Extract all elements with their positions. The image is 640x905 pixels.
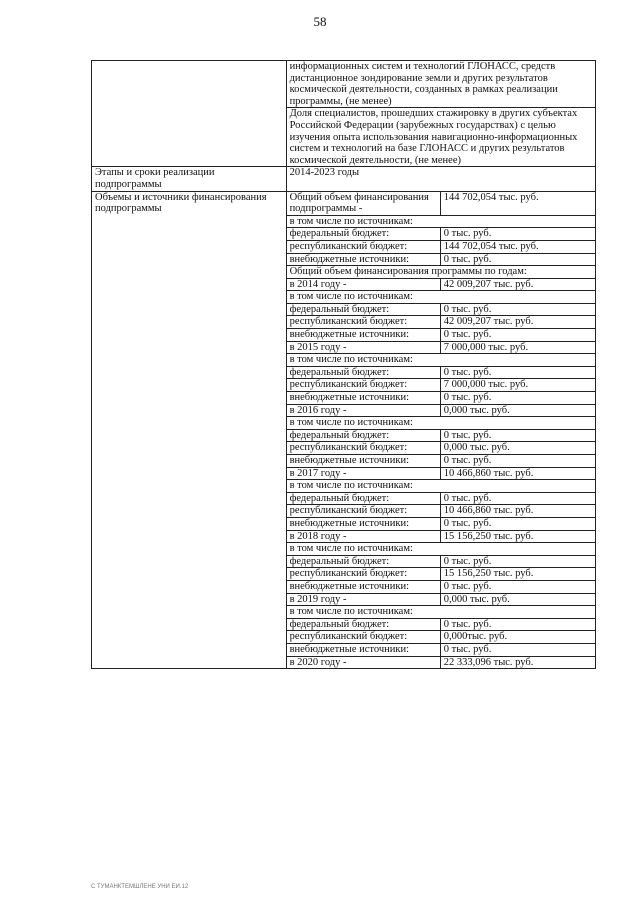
year-value: 7 000,000 тыс. руб. [440,341,595,354]
year-value: 10 466,860 тыс. руб. [440,467,595,480]
source-value: 15 156,250 тыс. руб. [440,568,595,581]
source-value: 7 000,000 тыс. руб. [440,379,595,392]
source-label: федеральный бюджет: [286,228,440,241]
stages-label: Этапы и сроки реализации подпрограммы [92,167,287,191]
sources-header: в том числе по источникам: [286,215,595,228]
funding-total-label: Общий объем финансирования подпрограммы - [286,191,440,215]
source-label: федеральный бюджет: [286,555,440,568]
source-value: 0 тыс. руб. [440,643,595,656]
source-label: внебюджетные источники: [286,580,440,593]
year-value: 0,000 тыс. руб. [440,593,595,606]
source-value: 144 702,054 тыс. руб. [440,240,595,253]
year-value: 0,000 тыс. руб. [440,404,595,417]
source-label: республиканский бюджет: [286,240,440,253]
source-label: федеральный бюджет: [286,366,440,379]
year-label: в 2019 году - [286,593,440,606]
source-label: внебюджетные источники: [286,455,440,468]
footer-note: С ТУМАНКТЕМШЛЕНЕ УНИ ЕИ.12 [91,884,189,890]
source-label: федеральный бюджет: [286,492,440,505]
source-value: 0 тыс. руб. [440,228,595,241]
source-label: республиканский бюджет: [286,505,440,518]
page-number: 58 [313,14,327,29]
funding-label: Объемы и источники финансирования подпрограммы [92,191,287,669]
source-label: внебюджетные источники: [286,517,440,530]
source-value: 0 тыс. руб. [440,366,595,379]
source-value: 0 тыс. руб. [440,392,595,405]
source-value: 10 466,860 тыс. руб. [440,505,595,518]
sources-header: в том числе по источникам: [286,354,595,367]
year-label: в 2017 году - [286,467,440,480]
funding-total-row [92,191,596,215]
indicator-text: Доля специалистов, прошедших стажировку в других субъектах Российской Федерации (зарубежных государствах) с целью изучения опыта использования навигационно-информационных систем и технологий на базе ГЛОНАСС и других результатов космической деятельности, (не менее) [286,108,595,167]
source-value: 0 тыс. руб. [440,555,595,568]
funding-total-value: 144 702,054 тыс. руб. [440,191,595,215]
source-label: федеральный бюджет: [286,303,440,316]
indicator-row [92,61,596,108]
empty-label-cell [92,61,287,167]
source-value: 0 тыс. руб. [440,517,595,530]
year-value: 22 333,096 тыс. руб. [440,656,595,669]
by-year-header: Общий объем финансирования программы по годам: [286,266,595,279]
year-value: 42 009,207 тыс. руб. [440,278,595,291]
source-value: 0 тыс. руб. [440,329,595,342]
indicator-text: информационных систем и технологий ГЛОНАСС, средств дистанционное зондирование земли и других результатов космической деятельности, созданных в рамках реализации программы, (не менее) [286,61,595,108]
stages-value: 2014-2023 годы [286,167,595,191]
year-label: в 2016 году - [286,404,440,417]
source-label: республиканский бюджет: [286,631,440,644]
source-value: 0 тыс. руб. [440,303,595,316]
source-value: 0 тыс. руб. [440,253,595,266]
source-label: федеральный бюджет: [286,429,440,442]
sources-header: в том числе по источникам: [286,291,595,304]
source-value: 0 тыс. руб. [440,492,595,505]
source-label: республиканский бюджет: [286,316,440,329]
source-label: республиканский бюджет: [286,442,440,455]
source-label: внебюджетные источники: [286,392,440,405]
source-value: 42 009,207 тыс. руб. [440,316,595,329]
source-value: 0 тыс. руб. [440,580,595,593]
sources-header: в том числе по источникам: [286,606,595,619]
source-value: 0 тыс. руб. [440,455,595,468]
source-label: внебюджетные источники: [286,329,440,342]
year-label: в 2020 году - [286,656,440,669]
source-label: внебюджетные источники: [286,643,440,656]
sources-header: в том числе по источникам: [286,417,595,430]
year-label: в 2015 году - [286,341,440,354]
sources-header: в том числе по источникам: [286,543,595,556]
source-label: внебюджетные источники: [286,253,440,266]
source-label: республиканский бюджет: [286,568,440,581]
subprogram-passport-table [91,60,596,669]
source-label: республиканский бюджет: [286,379,440,392]
source-value: 0,000 тыс. руб. [440,442,595,455]
stages-row [92,167,596,191]
year-label: в 2018 году - [286,530,440,543]
source-value: 0,000тыс. руб. [440,631,595,644]
source-label: федеральный бюджет: [286,618,440,631]
sources-header: в том числе по источникам: [286,480,595,493]
source-value: 0 тыс. руб. [440,618,595,631]
year-label: в 2014 году - [286,278,440,291]
source-value: 0 тыс. руб. [440,429,595,442]
year-value: 15 156,250 тыс. руб. [440,530,595,543]
